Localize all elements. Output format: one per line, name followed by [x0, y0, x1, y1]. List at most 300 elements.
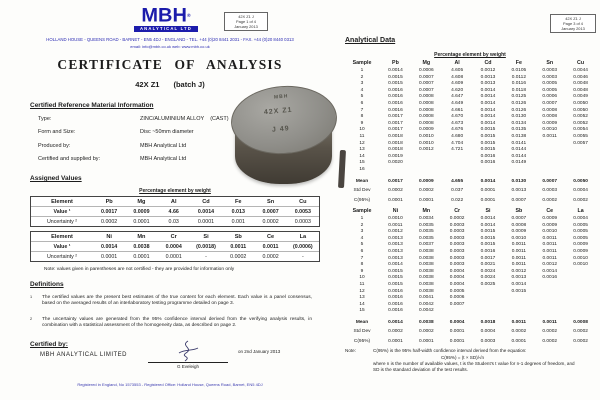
table-row: [344, 282, 596, 289]
table-cell: (0.0006): [292, 243, 313, 250]
table-cell: 0.0057: [573, 140, 588, 146]
table-cell: 0.0002: [418, 329, 434, 335]
table-cell: 0.0003: [449, 255, 465, 261]
table-cell: 0.0017: [388, 120, 403, 126]
table-cell: 0.0002: [573, 197, 588, 203]
table-header-row: [344, 60, 596, 68]
table-row: [344, 196, 596, 206]
table-cell: 0.0016: [480, 153, 496, 159]
table-row: [344, 242, 596, 249]
table-cell: 0.0134: [511, 120, 527, 126]
table-cell: 0.0018: [388, 140, 403, 146]
table-row: [344, 327, 596, 337]
table-cell: 0.0007: [511, 216, 527, 221]
table-cell: 0.0016: [388, 301, 403, 307]
table-row: [344, 68, 596, 75]
table-cell: 0.0015: [388, 275, 403, 281]
table-header-cell: Sn: [546, 60, 554, 66]
definition-2: [30, 317, 312, 328]
table-cell: 0.0003: [449, 242, 465, 248]
table-cell: [503, 295, 534, 302]
table-cell: 4.608: [451, 74, 464, 80]
table-cell: 0.0003: [294, 218, 311, 225]
table-header-cell: Cu: [299, 198, 307, 205]
table-cell: 0.0009: [511, 229, 527, 235]
table-cell: 0.0046: [573, 74, 588, 80]
definition-superscript: 2: [30, 317, 33, 321]
table-cell: 0.0009: [418, 127, 434, 133]
table-cell: 0.0055: [573, 133, 588, 139]
table-cell: 0.0009: [573, 242, 588, 248]
table-header-cell: Sb: [234, 233, 242, 240]
table-cell: 0.0042: [418, 301, 434, 307]
table-cell: 0.0009: [418, 178, 434, 184]
table-cell: 0.0004: [165, 243, 182, 250]
table-cell: [473, 295, 504, 302]
table-header-cell: La: [299, 233, 307, 240]
table-cell: 4.605: [451, 68, 464, 73]
assigned-values-table-2: [30, 231, 320, 262]
table-cell: 0.0014: [480, 114, 496, 120]
table-row: [344, 186, 596, 196]
table-row: [344, 318, 596, 328]
table-cell: 0.0052: [573, 120, 588, 126]
table-cell: 0.0003: [542, 188, 558, 193]
table-cell: 0.0050: [573, 178, 588, 184]
table-cell: 0.0011: [542, 133, 557, 139]
table-cell: [534, 302, 565, 309]
table-cell: 0.0138: [511, 133, 527, 139]
table-cell: 0.0112: [511, 74, 527, 80]
table-header-cell: Al: [170, 198, 177, 205]
table-cell: 4.673: [451, 120, 464, 126]
table-cell: [565, 269, 596, 276]
table-cell: -: [205, 253, 207, 260]
table-cell: 0.0001: [101, 253, 118, 260]
table-cell: 0.0130: [511, 114, 527, 120]
table-cell: 0.0016: [388, 288, 403, 294]
table-row: [344, 147, 596, 154]
table-cell: 0.0014: [480, 100, 496, 106]
table-header-row: [31, 197, 319, 206]
table-row: [344, 108, 596, 115]
table-cell: 0.0011: [542, 235, 557, 241]
table-cell: 0.0038: [418, 262, 434, 268]
table-cell: 0.0007: [418, 87, 434, 93]
table-cell: [534, 167, 565, 174]
table-cell: 0.0035: [418, 222, 434, 228]
table-cell: [534, 282, 565, 289]
table-cell: 0.0126: [511, 107, 527, 113]
table-cell: 0.0014: [511, 281, 527, 287]
table-cell: 5: [360, 242, 364, 248]
table-cell: 0.0015: [511, 288, 527, 294]
table-cell: 0.0048: [573, 87, 588, 93]
crm-label: Form and Size:: [38, 129, 76, 135]
table-row: [344, 236, 596, 243]
page-stamp: [224, 12, 268, 31]
table-cell: 4.647: [451, 94, 464, 100]
table-cell: 6: [360, 248, 364, 254]
table-header-cell: Sn: [266, 198, 275, 205]
table-cell: 0.0044: [573, 68, 588, 73]
table-cell: 0.0011: [542, 242, 557, 248]
table-row: [344, 141, 596, 148]
certifying-company: MBH ANALYTICAL LIMITED: [40, 352, 128, 358]
table-header-cell: Sample: [352, 208, 372, 214]
table-cell: 0.0003: [542, 68, 558, 73]
table-cell: [565, 160, 596, 167]
table-cell: 0.0004: [573, 188, 588, 193]
table-cell: Value ¹: [53, 208, 71, 215]
table-cell: (0.0018): [196, 243, 216, 250]
table-cell: 0.0012: [511, 268, 527, 274]
table-cell: 0.0016: [388, 100, 403, 106]
table-cell: Uncertainty ²: [46, 253, 78, 260]
table-cell: 0.0005: [542, 87, 558, 93]
table-cell: 0.0001: [133, 253, 150, 260]
table-cell: 0.0007: [449, 301, 465, 307]
table-row: [344, 88, 596, 95]
table-cell: 0.0008: [418, 94, 434, 100]
table-cell: 0.0003: [449, 248, 465, 254]
table-cell: 1: [360, 68, 364, 73]
table-cell: 0.0015: [388, 281, 403, 287]
table-cell: 0.0008: [542, 107, 558, 113]
table-cell: [565, 295, 596, 302]
confidence-interval-note: [345, 348, 580, 372]
table-cell: 4.721: [451, 147, 464, 153]
table-cell: 0.0014: [388, 68, 403, 73]
table-cell: [534, 295, 565, 302]
table-cell: 0.0025: [480, 281, 496, 287]
table-cell: 0.03: [168, 218, 179, 225]
table-cell: 0.0038: [418, 288, 434, 294]
table-cell: 0.0003: [449, 229, 465, 235]
analytical-data-heading: Analytical Data: [345, 37, 396, 44]
table-cell: 0.0015: [388, 268, 403, 274]
table-cell: 0.0012: [542, 262, 558, 268]
table-cell: [534, 147, 565, 154]
table-row: [344, 275, 596, 282]
table-cell: 0.0015: [480, 235, 496, 241]
table-header-cell: Cd: [484, 60, 492, 66]
table-cell: 14: [359, 153, 365, 159]
table-cell: 0.0011: [511, 255, 527, 261]
table-cell: 0.0002: [542, 329, 558, 335]
table-cell: 0.0013: [388, 248, 403, 254]
table-cell: 0.0011: [262, 243, 279, 250]
mbh-logo-text: MBH®: [141, 5, 191, 27]
table-cell: [565, 154, 596, 161]
table-cell: 0.0013: [388, 242, 403, 248]
table-cell: 0.0005: [573, 229, 588, 235]
table-header-cell: Cu: [577, 60, 585, 66]
table-cell: 0.0002: [449, 216, 465, 221]
table-cell: 4.670: [451, 114, 464, 120]
table-cell: 0.0038: [418, 319, 434, 325]
table-cell: 0.0016: [388, 94, 403, 100]
table-cell: 0.0003: [542, 74, 558, 80]
table-cell: 0.0014: [388, 319, 403, 325]
table-cell: 0.0008: [573, 319, 588, 325]
table-cell: 0.0050: [573, 100, 588, 106]
signature-line: [148, 342, 228, 363]
note-where-clause: where n is the number of available values, t is the Student's t value for n-1 degrees of freedom, and SD is the standard deviation of the test results.: [373, 361, 575, 372]
table-cell: 0.0144: [511, 153, 527, 159]
table-cell: 0.0034: [418, 216, 434, 221]
table-header-cell: Sample: [352, 60, 372, 66]
table-cell: [565, 147, 596, 154]
table-cell: 0.0038: [418, 248, 434, 254]
table-cell: 4.676: [451, 127, 464, 133]
disc-engraving-code: 42X Z1: [263, 106, 293, 117]
table-cell: 0.0001: [449, 329, 465, 335]
table-row: [344, 308, 596, 315]
table-row: [344, 269, 596, 276]
table-row: [344, 114, 596, 121]
table-cell: 0.013: [231, 208, 245, 215]
table-cell: 0.0006: [418, 68, 434, 73]
assigned-values-caption: Percentage element by weight: [139, 188, 211, 194]
table-cell: 0.0011: [388, 222, 403, 228]
table-header-row: [31, 232, 319, 241]
table-cell: 0.0001: [165, 253, 182, 260]
table-header-cell: Pb: [105, 198, 113, 205]
table-cell: 0.0149: [511, 160, 527, 166]
table-cell: 0.0017: [388, 114, 403, 120]
table-cell: [442, 154, 473, 161]
table-cell: 0.0016: [388, 107, 403, 113]
table-cell: 0.0006: [449, 295, 465, 301]
table-cell: 0.0002: [230, 253, 247, 260]
table-cell: 4.680: [451, 133, 464, 139]
table-cell: 0.0015: [388, 81, 403, 87]
table-header-cell: Ni: [392, 208, 399, 214]
table-cell: Value ¹: [53, 243, 71, 250]
table-header-cell: Si: [485, 208, 491, 214]
table-row: [344, 121, 596, 128]
table-cell: 0.0004: [449, 281, 465, 287]
stamp-date: January 2013: [561, 26, 585, 31]
table-cell: 0.0010: [542, 229, 558, 235]
table-cell: 0.0014: [388, 262, 403, 268]
table-cell: 11: [359, 281, 365, 287]
table-cell: 4: [360, 235, 364, 241]
note-label: Note:: [345, 348, 356, 353]
disc-engraving-mbh: MBH: [273, 93, 289, 101]
certificate-title: CERTIFICATE OF ANALYSIS: [57, 57, 283, 72]
table-cell: 0.0002: [542, 197, 558, 203]
table-cell: 0.0014: [480, 222, 496, 228]
table-cell: 6: [360, 100, 364, 106]
table-cell: 8: [360, 262, 364, 268]
table-cell: 0.0038: [418, 281, 434, 287]
table-cell: 0.0049: [573, 94, 588, 100]
table-cell: 0.0016: [388, 295, 403, 301]
table-cell: 4.66: [168, 208, 179, 215]
table-header-cell: Si: [203, 233, 209, 240]
table-cell: 0.0001: [449, 338, 465, 344]
table-cell: 0.0116: [511, 81, 527, 87]
table-cell: 0.0010: [511, 235, 527, 241]
table-cell: 0.0012: [388, 229, 403, 235]
table-cell: 0.0012: [418, 147, 434, 153]
table-header-cell: Mg: [422, 60, 431, 66]
table-cell: 0.0014: [542, 268, 558, 274]
table-cell: 3: [360, 229, 364, 235]
table-cell: 1: [360, 216, 364, 221]
table-cell: [473, 167, 504, 174]
table-cell: [473, 289, 504, 296]
table-cell: 10: [359, 127, 365, 133]
table-row: [344, 229, 596, 236]
table-row: [344, 289, 596, 296]
table-cell: 0.0018: [388, 147, 403, 153]
table-cell: 0.0016: [480, 248, 496, 254]
note-text: C(95%) is the 95% half-width confidence interval derived from the equation:: [373, 348, 527, 353]
table-row: [344, 94, 596, 101]
table-cell: 0.0001: [418, 338, 434, 344]
table-cell: 0.0008: [511, 222, 527, 228]
table-cell: 0.0014: [480, 87, 496, 93]
assigned-values-heading: Assigned Values: [30, 175, 82, 182]
table-cell: 0.0009: [542, 120, 558, 126]
table-row: [31, 241, 319, 251]
table-cell: [565, 302, 596, 309]
table-cell: 0.0041: [418, 295, 434, 301]
table-cell: 0.0013: [480, 81, 496, 87]
stamp-product: 42X Z1 J: [238, 14, 254, 19]
table-cell: 0.0003: [449, 235, 465, 241]
analytical-table-1: [344, 60, 596, 205]
table-cell: 0.0005: [542, 81, 558, 87]
table-cell: 0.0054: [573, 127, 588, 133]
crm-info-heading: Certified Reference Material Information: [30, 102, 154, 109]
table-cell: 0.0144: [511, 147, 527, 153]
table-cell: 0.0004: [449, 275, 465, 281]
table-cell: 0.0004: [573, 216, 588, 221]
table-cell: [380, 167, 411, 174]
table-cell: 0.0015: [480, 140, 496, 146]
table-cell: 0.0007: [542, 178, 558, 184]
table-cell: 9: [360, 268, 364, 274]
table-row: [344, 223, 596, 230]
table-row: [344, 154, 596, 161]
table-cell: C(95%): [353, 338, 371, 344]
table-cell: 0.0010: [418, 133, 434, 139]
table-cell: 0.0008: [418, 100, 434, 106]
table-cell: 9: [360, 120, 364, 126]
table-cell: 0.001: [231, 218, 245, 225]
table-cell: 0.0010: [388, 216, 403, 221]
table-cell: 4.649: [451, 100, 464, 106]
table-cell: 0.0017: [388, 178, 403, 184]
table-cell: 0.0008: [542, 114, 558, 120]
table-cell: 12: [359, 288, 365, 294]
table-cell: 16: [359, 166, 365, 172]
table-row: [344, 127, 596, 134]
table-cell: 0.0008: [418, 107, 434, 113]
crm-label: Produced by:: [38, 143, 71, 149]
table-header-cell: Al: [454, 60, 460, 66]
signature-block: [148, 342, 228, 369]
table-cell: [411, 160, 442, 167]
table-cell: Std Dev: [353, 188, 371, 193]
table-cell: 0.0007: [542, 100, 558, 106]
table-row: [344, 249, 596, 256]
table-cell: 0.0016: [480, 160, 496, 166]
table-cell: 4.661: [451, 107, 464, 113]
table-cell: 0.0021: [480, 262, 496, 268]
table-cell: 0.0009: [542, 216, 558, 221]
table-cell: 0.0011: [511, 262, 527, 268]
table-cell: [411, 167, 442, 174]
table-cell: 2: [360, 222, 364, 228]
table-cell: 0.0013: [511, 188, 527, 193]
table-cell: 0.0024: [480, 268, 496, 274]
table-row: [344, 216, 596, 223]
table-cell: 0.0010: [418, 140, 434, 146]
table-cell: 0.0007: [262, 208, 279, 215]
table-cell: 0.0001: [388, 338, 403, 344]
table-cell: 0.0014: [480, 216, 496, 221]
company-contact: email: info@mbh.co.uk web: www.mbh.co.uk: [130, 44, 210, 49]
table-cell: 0.0011: [542, 248, 557, 254]
table-cell: 0.0050: [573, 107, 588, 113]
table-cell: 0.0015: [480, 127, 496, 133]
table-cell: 0.0005: [449, 288, 465, 294]
table-cell: 0.0126: [511, 100, 527, 106]
registration-footer: Registered in England, No 1573553 - Registered Office: Holland House, Queens Road, Barnet, EN5 4DJ: [77, 382, 263, 387]
page-stamp: [550, 14, 596, 33]
table-row: [31, 216, 319, 226]
table-cell: 0.0002: [542, 338, 558, 344]
table-cell: 0.0016: [542, 275, 558, 281]
table-cell: 0.0017: [388, 127, 403, 133]
table-cell: 8: [360, 114, 364, 120]
table-cell: 0.0013: [388, 255, 403, 261]
table-cell: 0.0011: [542, 319, 557, 325]
table-cell: 0.0001: [388, 197, 403, 203]
certified-by-heading: Certified by:: [30, 341, 68, 348]
table-cell: 0.0013: [511, 275, 527, 281]
table-header-cell: Mn: [422, 208, 431, 214]
table-cell: 0.0009: [133, 208, 150, 215]
table-cell: 0.0014: [480, 120, 496, 126]
table-cell: [565, 275, 596, 282]
table-cell: 0.0015: [480, 133, 496, 139]
parentheses-note: Note: values given in parentheses are not certified - they are provided for information only: [44, 267, 235, 272]
table-cell: 0.0011: [542, 255, 557, 261]
table-cell: 0.0014: [101, 243, 118, 250]
table-row: [344, 302, 596, 309]
table-row: [344, 262, 596, 269]
table-cell: -: [301, 253, 304, 260]
table-cell: 0.0009: [542, 222, 558, 228]
table-cell: 4.655: [451, 178, 464, 184]
table-cell: 0.0015: [388, 74, 403, 80]
table-cell: 0.0004: [449, 319, 465, 325]
table-cell: Uncertainty ²: [46, 218, 78, 225]
table-cell: 0.0038: [418, 275, 434, 281]
table-cell: 0.037: [451, 188, 464, 193]
table-cell: 0.0018: [388, 133, 403, 139]
table-cell: 0.0001: [511, 338, 527, 344]
table-cell: [565, 308, 596, 315]
table-row: [344, 101, 596, 108]
company-address: HOLLAND HOUSE - QUEENS ROAD - BARNET - EN5 4DJ - ENGLAND - TEL. +44 (0)20 8441 2031 - FAX. +44 (0)20 8440 0313: [46, 37, 294, 42]
